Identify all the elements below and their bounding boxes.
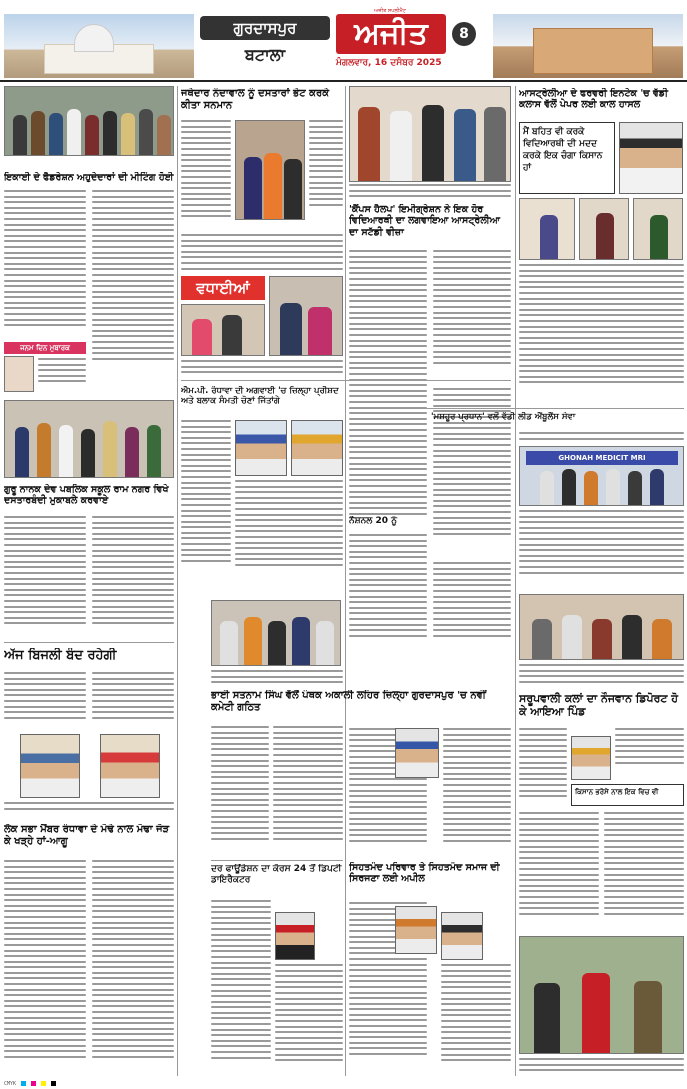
article-body <box>181 234 343 274</box>
news-photo <box>235 120 305 220</box>
photo-caption <box>181 360 343 376</box>
column-rule <box>177 86 178 1076</box>
news-photo-group <box>4 86 174 156</box>
portrait-photo <box>395 728 439 778</box>
headline: ਆਸਟ੍ਰੇਲੀਆ ਦੇ ਫਰਵਰੀ ਇਨਟੇਕ 'ਚ ਵੱਡੀ ਕਲਾਸ ਵੱਲੋਂ ਪੇਪਰ ਲਈ ਕਾਲ ਹਾਸਲ <box>519 88 668 111</box>
portrait-photo <box>20 734 80 798</box>
birthday-text <box>38 358 86 388</box>
city-name-bottom: ਬਟਾਲਾ <box>244 45 286 64</box>
article-body <box>433 250 511 380</box>
portrait-photo <box>291 420 343 476</box>
photo-caption <box>211 670 343 686</box>
article-body <box>4 516 86 638</box>
article-body <box>519 510 684 590</box>
headline: ਸਰੂਪਵਾਲੀ ਕਲਾਂ ਦਾ ਨੌਜਵਾਨ ਡਿਪੋਰਟ ਹੋ ਕੇ ਆਇਆ ਪਿੰਡ <box>519 692 679 719</box>
portrait-photo <box>571 736 611 780</box>
article-body <box>4 672 86 730</box>
family-photo <box>519 594 684 660</box>
student-photo <box>519 198 575 260</box>
column-rule <box>345 86 346 1076</box>
article-body <box>92 672 174 730</box>
article-body <box>519 812 599 932</box>
portrait-photo <box>275 912 315 960</box>
hospital-sign: GHONAH MEDICIT MRI <box>526 451 678 465</box>
article-body <box>519 728 567 808</box>
city-name-top: ਗੁਰਦਾਸਪੁਰ <box>200 16 330 40</box>
page-number: 8 <box>452 22 476 46</box>
article-body <box>92 516 174 638</box>
registration-label: CMYK <box>4 1081 17 1087</box>
headline: ਨੈਸ਼ਨਲ 20 ਨੂੰ <box>349 516 427 530</box>
article-body <box>443 728 511 858</box>
news-photo <box>349 86 511 182</box>
headline: ਗੁਰੂ ਨਾਨਕ ਦੇਵ ਪਬਲਿਕ ਸਕੂਲ ਰਾਮ ਨਗਰ ਵਿਖੇ ਦਸਤਾਰਬੰਦੀ ਮੁਕਾਬਲੇ ਕਰਵਾਏ <box>4 484 169 507</box>
masthead-tagline: ਅਜੀਤ ਸਪਲੀਮੈਂਟ <box>374 8 406 14</box>
portrait-photo <box>235 420 287 476</box>
photo-caption <box>519 1058 684 1074</box>
photo-caption <box>349 184 511 198</box>
photo-caption <box>4 158 174 170</box>
section-banner: ਵਧਾਈਆਂ <box>181 276 265 300</box>
article-body <box>235 480 343 580</box>
student-photo <box>633 198 683 260</box>
greeting-photo <box>181 304 265 356</box>
paper-logo: ਅਜੀਤ <box>336 14 446 54</box>
masthead <box>0 10 687 82</box>
news-photo-police <box>519 936 684 1054</box>
boxed-quote: ਕਿਸਾਨ ਭਰੋਸੇ ਨਾਲ ਇਕ ਵਿਚ ਵੀ <box>571 784 684 806</box>
article-body <box>181 120 231 230</box>
article-body <box>4 860 86 1075</box>
article-body <box>519 264 684 404</box>
article-body <box>273 726 343 856</box>
hospital-photo <box>519 446 684 506</box>
column-rule <box>515 86 516 1076</box>
headline: 'ਕੈਂਪਸ ਹੈਲਪ' ਇਮੀਗ੍ਰੇਸ਼ਨ ਨੇ ਇਕ ਹੋਰ ਵਿਦਿਆਰਥੀ ਦਾ ਲਗਵਾਇਆ ਆਸਟ੍ਰੇਲੀਆ ਦਾ ਸਟੱਡੀ ਵੀਜ਼ਾ <box>349 204 500 238</box>
color-registration-bar <box>0 1079 687 1089</box>
article-body <box>181 420 231 580</box>
birthday-banner: ਜਨਮ ਦਿਨ ਮੁਬਾਰਕ <box>4 342 86 354</box>
section-rule <box>4 642 174 643</box>
article-body <box>615 728 684 768</box>
headline: ਜਥੇਦਾਰ ਨੰਦਾਵਾਲ ਨੂੰ ਦਸਤਾਰਾਂ ਭੇਟ ਕਰਕੇ ਕੀਤਾ ਸਨਮਾਨ <box>181 88 330 111</box>
article-body <box>211 726 269 856</box>
headline: ਐਮ.ਪੀ. ਰੰਧਾਵਾ ਦੀ ਅਗਵਾਈ 'ਚ ਜ਼ਿਲ੍ਹਾ ਪ੍ਰੀਸ਼ਦ ਅਤੇ ਬਲਾਕ ਸੰਮਤੀ ਚੋਣਾਂ ਜਿੱਤਾਂਗੇ <box>181 386 339 407</box>
article-body <box>211 900 271 1075</box>
portrait-photo <box>441 912 483 960</box>
article-body <box>441 964 511 1074</box>
headline: ਅੱਜ ਬਿਜਲੀ ਬੰਦ ਰਹੇਗੀ <box>4 648 117 663</box>
article-body <box>604 812 684 932</box>
headline: ਦਰ ਫਾਊਂਡੇਸ਼ਨ ਦਾ ਕੋਰਸ 24 ਤੋਂ ਡਿਪਟੀ ਡਾਇਰੈਕਟਰ <box>211 864 342 885</box>
section-rule <box>211 860 343 861</box>
masthead-photo-left <box>4 14 194 78</box>
article-body <box>349 534 427 654</box>
article-body <box>92 190 174 375</box>
headline: ਭਾਈ ਸਤਨਾਮ ਸਿੰਘ ਵੱਲੋਂ ਪੰਥਕ ਅਕਾਲੀ ਲਹਿਰ ਜ਼ਿਲ੍ਹਾ ਗੁਰਦਾਸਪੁਰ 'ਚ ਨਵੀਂ ਕਮੇਟੀ ਗਠਿਤ <box>211 690 486 713</box>
article-body <box>275 964 343 1074</box>
portrait-photo <box>395 906 437 954</box>
article-body <box>519 432 684 442</box>
section-rule <box>349 408 684 409</box>
headline: 'ਮਸ਼ਹੂਰ ਪ੍ਰਧਾਨ' ਵਲੋਂ ਵੱਡੀ ਲੀਡ ਐਂਬੂਲੈਂਸ ਸੇਵਾ <box>431 412 576 422</box>
news-photo-group <box>211 600 341 666</box>
portrait-photo <box>619 122 683 194</box>
article-body <box>309 120 343 220</box>
issue-date: ਮੰਗਲਵਾਰ, 16 ਦਸੰਬਰ 2025 <box>336 58 442 68</box>
news-photo-school <box>4 400 174 478</box>
article-body <box>4 190 86 340</box>
section-rule <box>181 380 511 381</box>
greeting-photo <box>269 276 343 356</box>
photo-caption <box>4 802 174 818</box>
headline: ਇਕਾਈ ਦੇ ਫੈਡਰੇਸ਼ਨ ਅਹੁਦੇਦਾਰਾਂ ਦੀ ਮੀਟਿੰਗ ਹੋਈ <box>4 172 174 183</box>
headline: ਸਿਹਤਮੰਦ ਪਰਿਵਾਰ ਤੇ ਸਿਹਤਮੰਦ ਸਮਾਜ ਦੀ ਸਿਰਜਣਾ ਲਈ ਅਪੀਲ <box>349 862 500 885</box>
photo-caption <box>519 664 684 684</box>
birthday-photo <box>4 356 34 392</box>
pull-quote: ਮੈਂ ਬਹਿਤ ਵੀ ਕਰਕੇ ਵਿਦਿਆਰਥੀ ਦੀ ਮਦਦ ਕਰਕੇ ਇਕ ਚੰਗਾ ਕਿਸਾਨ ਹਾਂ <box>519 122 615 194</box>
article-body <box>349 250 427 555</box>
article-body <box>92 860 174 1075</box>
masthead-title-block <box>200 8 488 78</box>
headline: ਲੋਕ ਸਭਾ ਮੈਂਬਰ ਰੰਧਾਵਾ ਦੇ ਮੋਢੇ ਨਾਲ ਮੋਢਾ ਜੋੜ ਕੇ ਖੜ੍ਹੇ ਹਾਂ-ਆਗੂ <box>4 824 170 847</box>
article-body <box>433 562 511 652</box>
masthead-photo-right <box>493 14 683 78</box>
portrait-photo <box>100 734 160 798</box>
student-photo <box>579 198 629 260</box>
